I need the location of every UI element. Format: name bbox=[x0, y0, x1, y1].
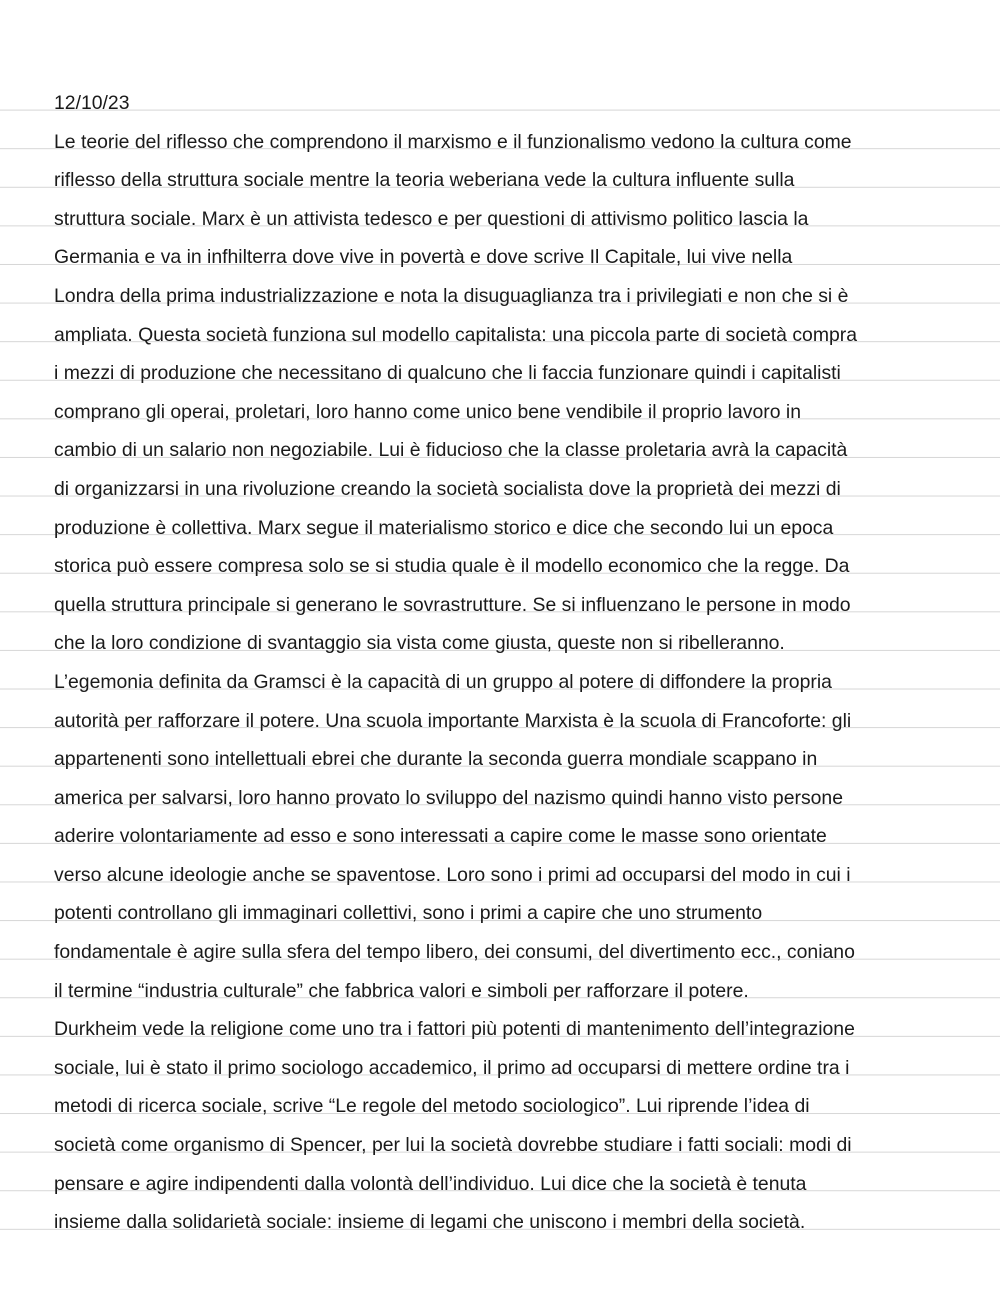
note-line: appartenenti sono intellettuali ebrei che durante la seconda guerra mondiale scappano in bbox=[54, 748, 818, 771]
note-line: Durkheim vede la religione come uno tra i fattori più potenti di mantenimento dell’integrazione bbox=[54, 1018, 855, 1041]
note-line: america per salvarsi, loro hanno provato lo sviluppo del nazismo quindi hanno visto persone bbox=[54, 786, 844, 809]
note-line: Londra della prima industrializzazione e nota la disuguaglianza tra i privilegiati e non che si è bbox=[54, 284, 849, 307]
note-line: fondamentale è agire sulla sfera del tempo libero, dei consumi, del divertimento ecc., coniano bbox=[54, 941, 855, 964]
note-line: il termine “industria culturale” che fabbrica valori e simboli per rafforzare il potere. bbox=[54, 979, 749, 1002]
note-line: aderire volontariamente ad esso e sono interessati a capire come le masse sono orientate bbox=[54, 825, 827, 848]
note-line: storica può essere compresa solo se si studia quale è il modello economico che la regge. Da bbox=[54, 555, 850, 578]
note-line: insieme dalla solidarietà sociale: insieme di legami che uniscono i membri della società. bbox=[54, 1211, 806, 1234]
note-line: che la loro condizione di svantaggio sia vista come giusta, queste non si ribelleranno. bbox=[54, 632, 785, 655]
note-line: pensare e agire indipendenti dalla volontà dell’individuo. Lui dice che la società è tenuta bbox=[54, 1172, 807, 1195]
note-line: ampliata. Questa società funziona sul modello capitalista: una piccola parte di società compra bbox=[54, 323, 857, 346]
note-line: potenti controllano gli immaginari collettivi, sono i primi a capire che uno strumento bbox=[54, 902, 763, 925]
note-line: cambio di un salario non negoziabile. Lui è fiducioso che la classe proletaria avrà la capacità bbox=[54, 439, 848, 462]
note-line: sociale, lui è stato il primo sociologo accademico, il primo ad occuparsi di mettere ordine tra i bbox=[54, 1056, 850, 1079]
note-line: comprano gli operai, proletari, loro hanno come unico bene vendibile il proprio lavoro in bbox=[54, 400, 801, 423]
note-line: riflesso della struttura sociale mentre la teoria weberiana vede la cultura influente sulla bbox=[54, 169, 795, 192]
note-line: quella struttura principale si generano le sovrastrutture. Se si influenzano le persone in modo bbox=[54, 593, 851, 616]
note-line: autorità per rafforzare il potere. Una scuola importante Marxista è la scuola di Francoforte: gli bbox=[54, 709, 852, 732]
note-line: struttura sociale. Marx è un attivista tedesco e per questioni di attivismo politico lascia la bbox=[54, 207, 809, 230]
note-line: produzione è collettiva. Marx segue il materialismo storico e dice che secondo lui un epoca bbox=[54, 516, 834, 539]
note-line: di organizzarsi in una rivoluzione creando la società socialista dove la proprietà dei mezzi di bbox=[54, 477, 841, 500]
note-line: società come organismo di Spencer, per lui la società dovrebbe studiare i fatti sociali: modi di bbox=[54, 1134, 852, 1157]
note-date: 12/10/23 bbox=[54, 92, 130, 114]
note-line: i mezzi di produzione che necessitano di qualcuno che li faccia funzionare quindi i capitalisti bbox=[54, 362, 841, 385]
note-line: verso alcune ideologie anche se spaventose. Loro sono i primi ad occuparsi del modo in cui i bbox=[54, 863, 851, 886]
note-line: L’egemonia definita da Gramsci è la capacità di un gruppo al potere di diffondere la propria bbox=[54, 670, 832, 693]
note-line: Le teorie del riflesso che comprendono il marxismo e il funzionalismo vedono la cultura come bbox=[54, 130, 852, 153]
note-body bbox=[54, 84, 954, 1242]
note-line: Germania e va in infhilterra dove vive in povertà e dove scrive Il Capitale, lui vive nella bbox=[54, 246, 793, 269]
note-line: metodi di ricerca sociale, scrive “Le regole del metodo sociologico”. Lui riprende l’idea di bbox=[54, 1095, 810, 1118]
